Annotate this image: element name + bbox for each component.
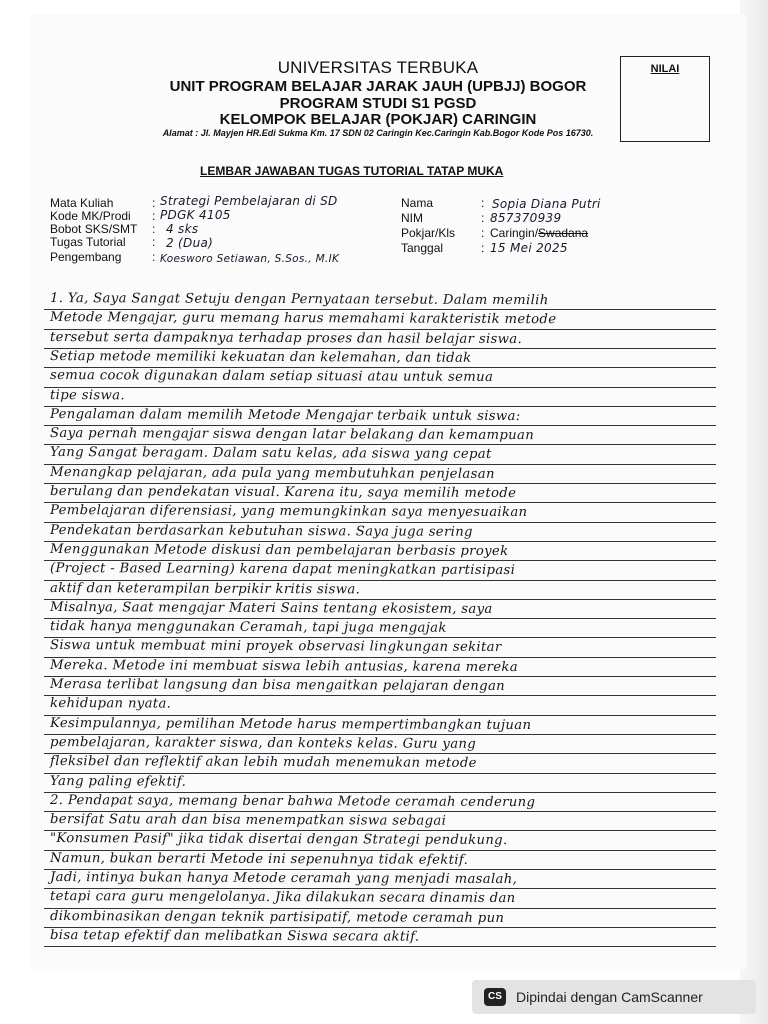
handwritten-line: semua cocok digunakan dalam setiap situasi atau untuk semua (50, 368, 494, 386)
colon: : (152, 209, 156, 223)
colon: : (481, 196, 485, 210)
handwritten-line: bersifat Satu arah dan bisa menempatkan siswa sebagai (50, 812, 447, 829)
handwritten-line: Jadi, intinya bukan hanya Metode ceramah yang menjadi masalah, (50, 870, 518, 888)
handwritten-line: Yang paling efektif. (50, 773, 187, 790)
colon: : (481, 226, 485, 240)
colon: : (481, 241, 485, 255)
meta-label-nim: NIM (401, 211, 423, 225)
ruled-line (44, 773, 716, 774)
handwritten-line: (Project - Based Learning) karena dapat meningkatkan partisipasi (50, 561, 516, 579)
meta-label-task: Tugas Tutorial (50, 235, 126, 249)
scanner-watermark (472, 980, 756, 1014)
meta-label-course: Mata Kuliah (50, 196, 114, 210)
ruled-line (44, 580, 716, 581)
meta-label-credits: Bobot SKS/SMT (50, 222, 138, 236)
meta-value-class (490, 226, 588, 240)
handwritten-line: Saya pernah mengajar siswa dengan latar belakang dan kemampuan (50, 426, 535, 444)
handwritten-line: tipe siswa. (50, 387, 125, 403)
handwritten-line: tetapi cara guru mengelolanya. Jika dilakukan secara dinamis dan (50, 889, 516, 907)
meta-value-name: Sopia Diana Putri (492, 197, 601, 211)
colon: : (152, 222, 156, 236)
answer-area (44, 290, 716, 950)
handwritten-line: 1. Ya, Saya Sangat Setuju dengan Pernyataan tersebut. Dalam memilih (50, 291, 549, 309)
handwritten-line: tersebut serta dampaknya terhadap proses dan hasil belajar siswa. (50, 329, 523, 347)
handwritten-line: kehidupan nyata. (50, 696, 172, 712)
meta-value-developer: Koesworo Setiawan, S.Sos., M.IK (160, 253, 340, 265)
handwritten-line: 2. Pendapat saya, memang benar bahwa Metode ceramah cenderung (50, 792, 536, 810)
handwritten-line: Namun, bukan berarti Metode ini sepenuhnya tidak efektif. (50, 850, 469, 868)
handwritten-line: pembelajaran, karakter siswa, dan konteks kelas. Guru yang (50, 734, 477, 752)
meta-value-date: 15 Mei 2025 (490, 241, 568, 255)
meta-label-class: Pokjar/Kls (401, 226, 456, 240)
meta-label-date: Tanggal (401, 241, 444, 255)
meta-value-nim: 857370939 (490, 211, 562, 225)
class-value: Caringin/ (490, 226, 539, 240)
meta-label-developer: Pengembang (50, 250, 122, 264)
colon: : (152, 196, 156, 210)
handwritten-line: dikombinasikan dengan teknik partisipatif, metode ceramah pun (50, 908, 505, 926)
handwritten-line: Kesimpulannya, pemilihan Metode harus mempertimbangkan tujuan (50, 715, 532, 733)
meta-label-name: Nama (401, 196, 434, 210)
sheet-title: LEMBAR JAWABAN TUGAS TUTORIAL TATAP MUKA (200, 164, 504, 178)
handwritten-line: bisa tetap efektif dan melibatkan Siswa secara aktif. (50, 927, 420, 945)
colon: : (152, 250, 156, 264)
handwritten-line: Merasa terlibat langsung dan bisa mengaitkan pelajaran dengan (50, 677, 506, 694)
university-title: UNIVERSITAS TERBUKA (277, 58, 479, 77)
grade-box (620, 56, 710, 142)
program-title: PROGRAM STUDI S1 PGSD (279, 95, 477, 112)
handwritten-line: Mereka. Metode ini membuat siswa lebih antusias, karena mereka (50, 657, 519, 675)
handwritten-line: Siswa untuk membuat mini proyek observasi lingkungan sekitar (50, 638, 502, 656)
handwritten-line: Setiap metode memiliki kekuatan dan kelemahan, dan tidak (50, 348, 472, 366)
handwritten-line: tidak hanya menggunakan Ceramah, tapi juga mengajak (50, 619, 447, 636)
handwritten-line: Menggunakan Metode diskusi dan pembelajaran berbasis proyek (50, 541, 509, 559)
meta-value-code: PDGK 4105 (160, 208, 231, 222)
ruled-line (44, 946, 716, 947)
handwritten-line: Metode Mengajar, guru memang harus memahami karakteristik metode (50, 310, 557, 328)
address-line: Alamat : Jl. Mayjen HR.Edi Sukma Km. 17 SDN 02 Caringin Kec.Caringin Kab.Bogor Kode Pos 16730. (162, 128, 594, 138)
unit-title: UNIT PROGRAM BELAJAR JARAK JAUH (UPBJJ) BOGOR (169, 78, 587, 95)
scanner-watermark-text: Dipindai dengan CamScanner (516, 989, 703, 1005)
meta-value-course: Strategi Pembelajaran di SD (160, 194, 338, 208)
handwritten-line: fleksibel dan reflektif akan lebih mudah menemukan metode (50, 754, 477, 772)
handwritten-line: berulang dan pendekatan visual. Karena itu, saya memilih metode (50, 484, 517, 502)
handwritten-line: "Konsumen Pasif" jika tidak disertai dengan Strategi pendukung. (50, 831, 508, 849)
handwritten-line: Menangkap pelajaran, ada pula yang membutuhkan penjelasan (50, 464, 495, 482)
grade-box-label: NILAI (650, 63, 680, 75)
colon: : (481, 211, 485, 225)
handwritten-line: Pendekatan berdasarkan kebutuhan siswa. Saya juga sering (50, 522, 473, 540)
meta-value-credits: 4 sks (166, 222, 199, 236)
meta-value-task: 2 (Dua) (166, 236, 214, 250)
meta-label-code: Kode MK/Prodi (50, 209, 131, 223)
handwritten-line: Yang Sangat beragam. Dalam satu kelas, ada siswa yang cepat (50, 445, 492, 463)
handwritten-line: Pembelajaran diferensiasi, yang memungkinkan saya menyesuaikan (50, 503, 528, 521)
group-title: KELOMPOK BELAJAR (POKJAR) CARINGIN (219, 111, 537, 128)
ruled-line (44, 387, 716, 388)
handwritten-line: Misalnya, Saat mengajar Materi Sains tentang ekosistem, saya (50, 599, 493, 617)
handwritten-line: aktif dan keterampilan berpikir kritis siswa. (50, 580, 361, 597)
camscanner-icon: CS (484, 988, 506, 1006)
class-struck-value: Swadana (538, 226, 589, 240)
handwritten-line: Pengalaman dalam memilih Metode Mengajar terbaik untuk siswa: (50, 406, 521, 424)
colon: : (152, 235, 156, 249)
